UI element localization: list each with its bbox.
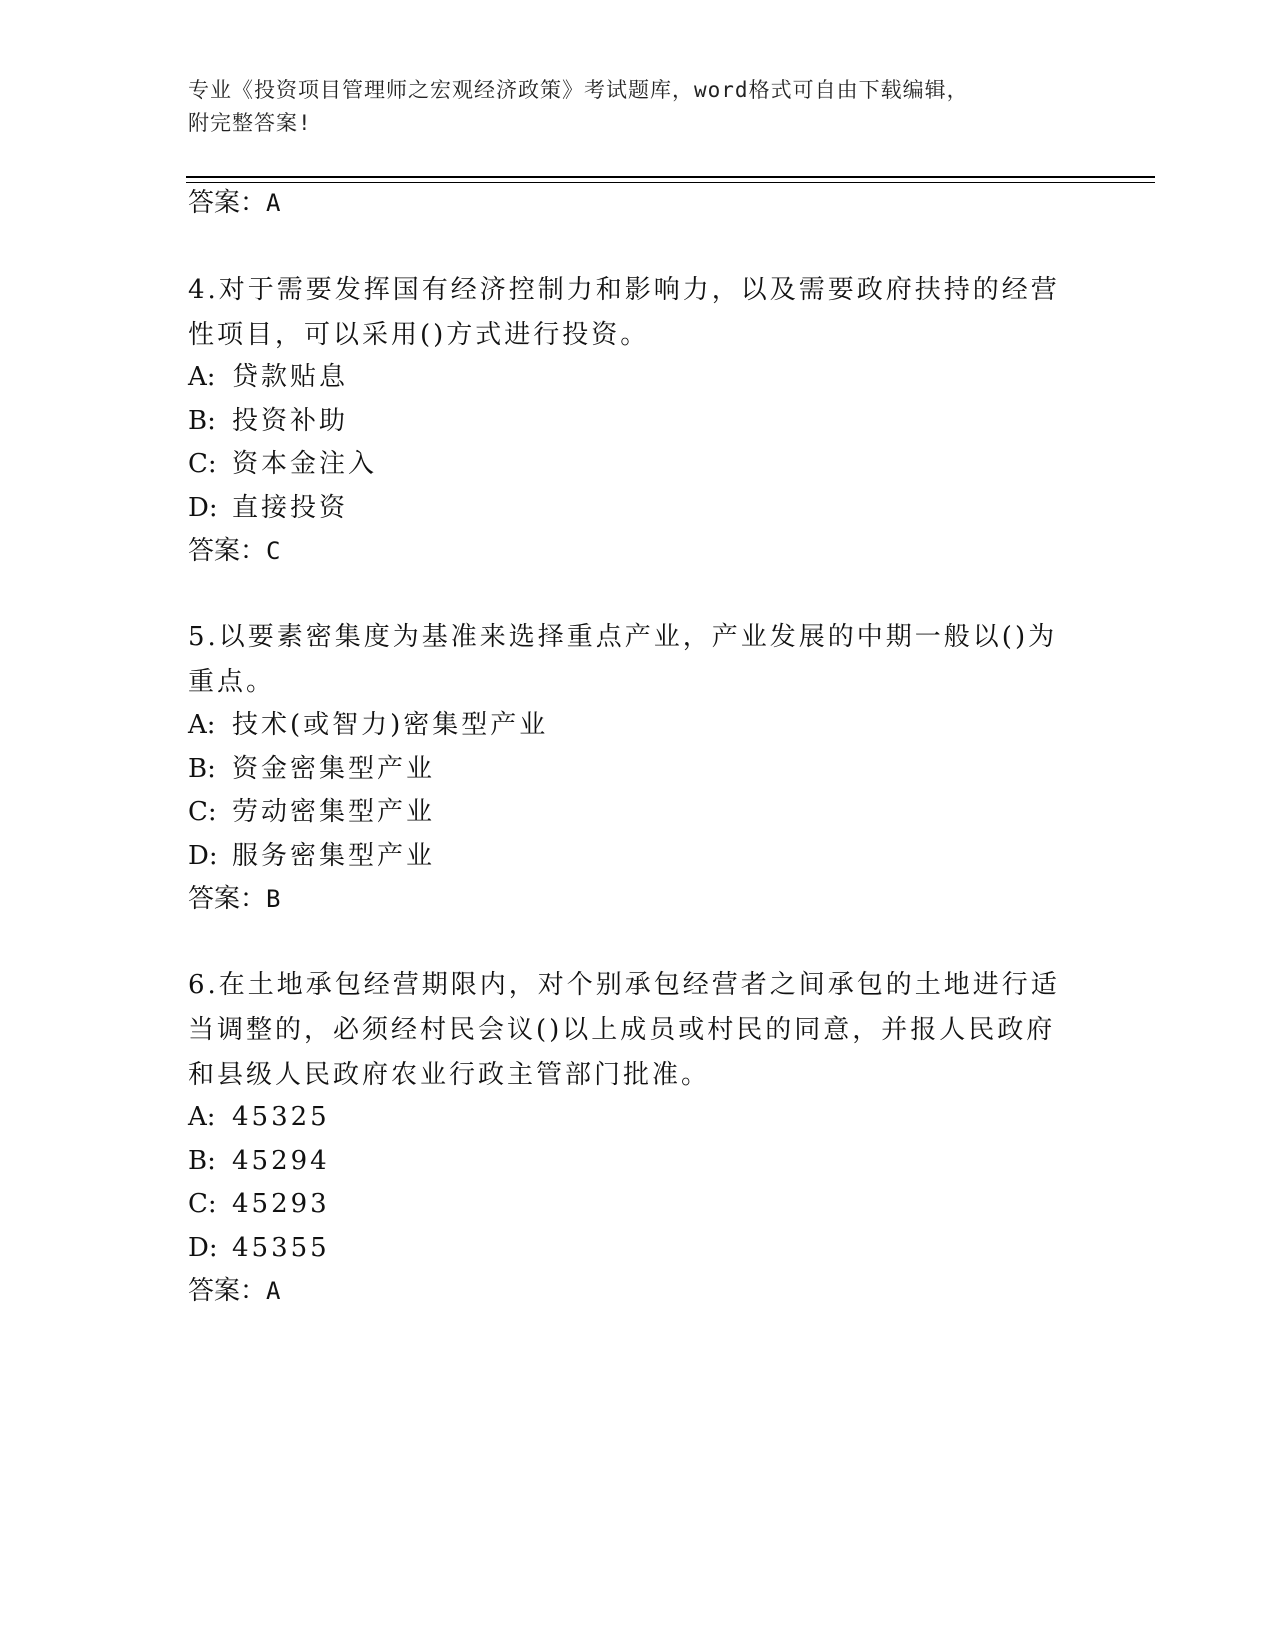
question-6-stem-line-2: 当调整的，必须经村民会议()以上成员或村民的同意，并报人民政府 bbox=[188, 1015, 1056, 1045]
option-label: D: bbox=[188, 1233, 218, 1263]
option-text: 资金密集型产业 bbox=[232, 754, 436, 784]
option-label: C: bbox=[188, 797, 217, 827]
question-4-answer bbox=[188, 534, 280, 568]
question-6-option-a bbox=[188, 1100, 330, 1134]
question-5-option-b bbox=[188, 752, 435, 786]
option-label: C: bbox=[188, 1189, 217, 1219]
question-5-option-c bbox=[188, 795, 435, 829]
option-label: A: bbox=[188, 1102, 216, 1132]
answer-label: 答案： bbox=[188, 884, 267, 914]
question-6-option-c bbox=[188, 1187, 330, 1221]
option-text: 45294 bbox=[232, 1146, 330, 1176]
option-label: A: bbox=[188, 710, 216, 740]
answer-label: 答案： bbox=[188, 188, 267, 218]
option-text: 服务密集型产业 bbox=[232, 841, 436, 871]
question-6-answer bbox=[188, 1274, 280, 1308]
document-header bbox=[188, 74, 1068, 140]
header-line-2: 附完整答案! bbox=[188, 111, 312, 135]
question-6-stem bbox=[188, 963, 1068, 1098]
option-text: 45325 bbox=[232, 1102, 330, 1132]
answer-previous bbox=[188, 186, 280, 220]
question-5-stem-line-1: 5.以要素密集度为基准来选择重点产业，产业发展的中期一般以()为 bbox=[188, 622, 1058, 652]
question-5-answer bbox=[188, 882, 280, 916]
option-text: 直接投资 bbox=[232, 493, 349, 523]
question-4-option-d bbox=[188, 491, 348, 525]
option-text: 投资补助 bbox=[232, 406, 349, 436]
answer-label: 答案： bbox=[188, 1276, 267, 1306]
question-6-option-b bbox=[188, 1144, 330, 1178]
header-divider-thick bbox=[186, 176, 1155, 178]
answer-label: 答案： bbox=[188, 536, 267, 566]
option-text: 资本金注入 bbox=[232, 449, 378, 479]
option-label: C: bbox=[188, 449, 217, 479]
question-6-option-d bbox=[188, 1231, 330, 1265]
answer-value: A bbox=[266, 1277, 281, 1305]
question-6-stem-line-1: 6.在土地承包经营期限内，对个别承包经营者之间承包的土地进行适 bbox=[188, 970, 1060, 1000]
question-5-option-a bbox=[188, 708, 548, 742]
option-label: B: bbox=[188, 1146, 216, 1176]
header-divider-thin bbox=[186, 182, 1155, 183]
option-label: D: bbox=[188, 493, 218, 523]
option-text: 45293 bbox=[232, 1189, 330, 1219]
answer-value: A bbox=[266, 189, 281, 217]
option-text: 贷款贴息 bbox=[232, 362, 349, 392]
option-label: B: bbox=[188, 406, 216, 436]
question-6-stem-line-3: 和县级人民政府农业行政主管部门批准。 bbox=[188, 1060, 711, 1090]
option-label: D: bbox=[188, 841, 218, 871]
question-4-option-b bbox=[188, 404, 348, 438]
question-4-option-c bbox=[188, 447, 377, 481]
answer-value: B bbox=[266, 885, 281, 913]
question-4-option-a bbox=[188, 360, 348, 394]
option-text: 劳动密集型产业 bbox=[232, 797, 436, 827]
question-4-stem-line-2: 性项目，可以采用()方式进行投资。 bbox=[188, 320, 650, 350]
question-5-stem bbox=[188, 615, 1068, 705]
question-4-stem-line-1: 4.对于需要发挥国有经济控制力和影响力，以及需要政府扶持的经营 bbox=[188, 275, 1060, 305]
option-label: B: bbox=[188, 754, 216, 784]
question-5-stem-line-2: 重点。 bbox=[188, 667, 276, 697]
option-text: 技术(或智力)密集型产业 bbox=[232, 710, 549, 740]
answer-value: C bbox=[266, 537, 281, 565]
option-text: 45355 bbox=[232, 1233, 330, 1263]
option-label: A: bbox=[188, 362, 216, 392]
question-4-stem bbox=[188, 268, 1068, 358]
question-5-option-d bbox=[188, 839, 435, 873]
header-line-1: 专业《投资项目管理师之宏观经济政策》考试题库，word格式可自由下载编辑， bbox=[188, 78, 969, 102]
